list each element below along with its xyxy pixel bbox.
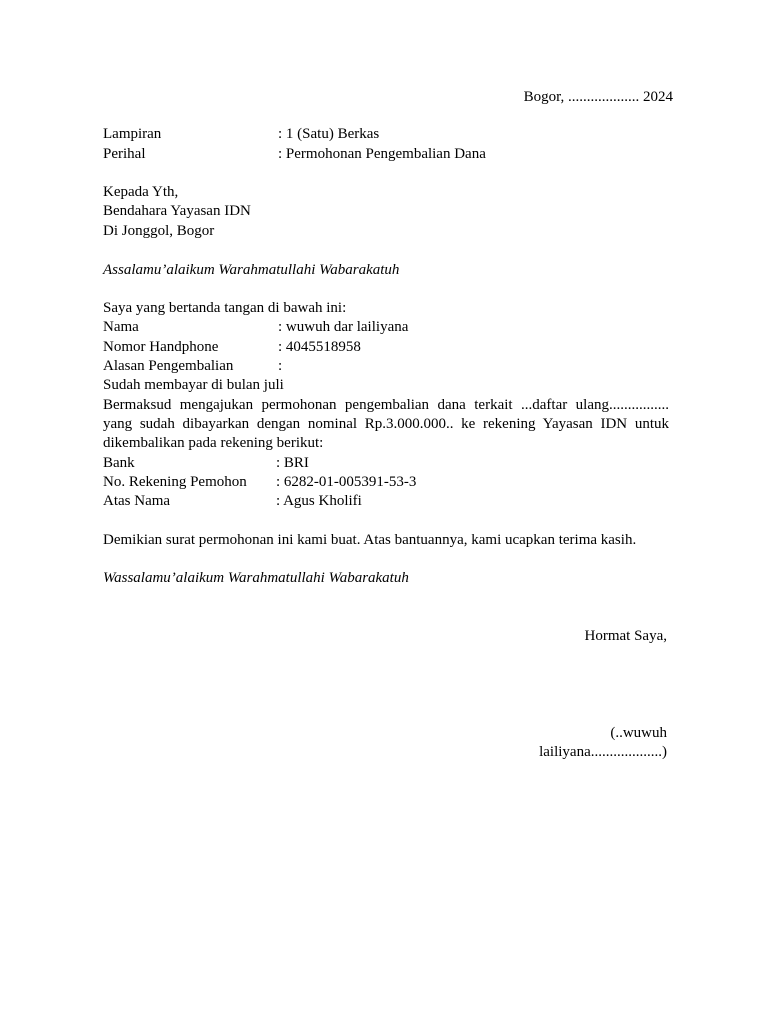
body-line-3: dikembalikan pada rekening berikut: <box>103 435 324 451</box>
phone-label: Nomor Handphone <box>103 339 219 355</box>
reason-text: Sudah membayar di bulan juli <box>103 377 284 393</box>
nama-value: : wuwuh dar lailiyana <box>278 319 409 335</box>
date-line: Bogor, ................... 2024 <box>523 89 673 105</box>
perihal-value: : Permohonan Pengembalian Dana <box>278 146 486 162</box>
bank-label: Bank <box>103 455 135 471</box>
reason-value: : <box>278 358 283 374</box>
account-name-value: : Agus Kholifi <box>276 493 362 509</box>
recipient-line-1: Kepada Yth, <box>103 184 179 200</box>
lampiran-label: Lampiran <box>103 126 162 142</box>
bank-value: : BRI <box>276 455 309 471</box>
signature-name-line-2: lailiyana...................) <box>539 744 667 760</box>
reason-label: Alasan Pengembalian <box>103 358 234 374</box>
recipient-line-2: Bendahara Yayasan IDN <box>103 203 251 219</box>
signature-name-line-1: (..wuwuh <box>610 725 667 741</box>
recipient-line-3: Di Jonggol, Bogor <box>103 223 215 239</box>
farewell: Wassalamu’alaikum Warahmatullahi Wabarakatuh <box>103 570 409 586</box>
body-line-2: yang sudah dibayarkan dengan nominal Rp.3.000.000.. ke rekening Yayasan IDN untuk <box>103 416 669 432</box>
signature-regards: Hormat Saya, <box>584 628 667 644</box>
phone-value: : 4045518958 <box>278 339 361 355</box>
intro-text: Saya yang bertanda tangan di bawah ini: <box>103 300 347 316</box>
account-label: No. Rekening Pemohon <box>103 474 247 490</box>
account-value: : 6282-01-005391-53-3 <box>276 474 417 490</box>
body-line-1: Bermaksud mengajukan permohonan pengembalian dana terkait ...daftar ulang................ <box>103 397 669 413</box>
lampiran-value: : 1 (Satu) Berkas <box>278 126 380 142</box>
nama-label: Nama <box>103 319 139 335</box>
perihal-label: Perihal <box>103 146 146 162</box>
closing-text: Demikian surat permohonan ini kami buat. Atas bantuannya, kami ucapkan terima kasih. <box>103 532 637 548</box>
account-name-label: Atas Nama <box>103 493 171 509</box>
greeting: Assalamu’alaikum Warahmatullahi Wabarakatuh <box>103 262 400 278</box>
